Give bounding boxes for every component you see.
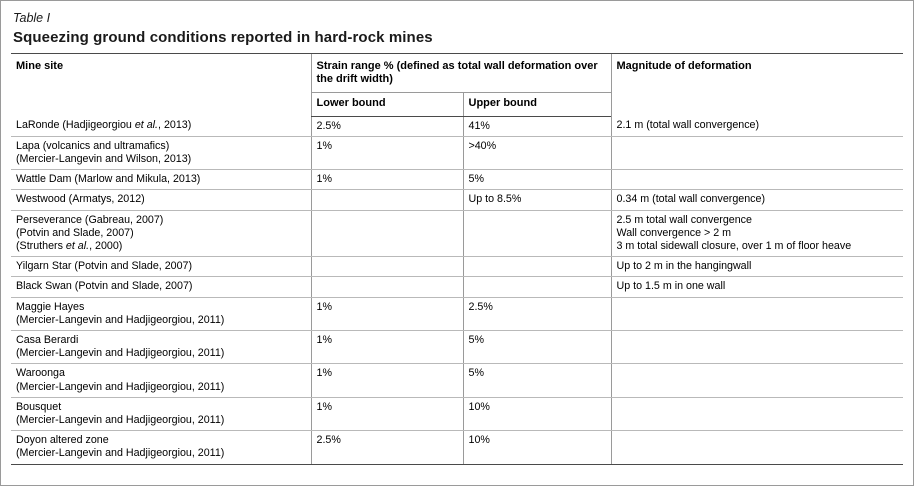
cell-upper-bound: 5% — [463, 364, 611, 397]
mine-site-line-2: (Mercier-Langevin and Hadjigeorgiou, 2011) — [16, 313, 225, 326]
cell-mine-site — [11, 297, 311, 330]
mine-site-line-2: (Mercier-Langevin and Wilson, 2013) — [16, 153, 192, 166]
cell-mine-site — [11, 170, 311, 190]
cell-mine-site — [11, 277, 311, 297]
cell-lower-bound: 1% — [311, 170, 463, 190]
cell-upper-bound — [463, 210, 611, 257]
mine-site-line-2: (Potvin and Slade, 2007) — [16, 226, 134, 239]
table-row — [11, 116, 903, 136]
cell-magnitude — [611, 210, 903, 257]
mine-site-line-1: Maggie Hayes — [16, 300, 85, 313]
cell-magnitude — [611, 277, 903, 297]
magnitude-line-1: 2.1 m (total wall convergence) — [616, 119, 760, 132]
cell-upper-bound — [463, 277, 611, 297]
mine-site-line-1: Black Swan (Potvin and Slade, 2007) — [16, 280, 193, 293]
table-row — [11, 397, 903, 430]
cell-mine-site — [11, 431, 311, 464]
cell-upper-bound: 5% — [463, 170, 611, 190]
cell-magnitude — [611, 431, 903, 464]
column-header-mine-site: Mine site — [11, 54, 311, 117]
cell-mine-site — [11, 116, 311, 136]
table-row — [11, 364, 903, 397]
table-body — [11, 116, 903, 464]
mine-site-line-1: Yilgarn Star (Potvin and Slade, 2007) — [16, 260, 193, 273]
cell-lower-bound: 1% — [311, 136, 463, 169]
cell-magnitude — [611, 136, 903, 169]
cell-magnitude — [611, 364, 903, 397]
cell-mine-site — [11, 397, 311, 430]
cell-lower-bound: 1% — [311, 364, 463, 397]
table-row — [11, 331, 903, 364]
mine-site-line-2: (Mercier-Langevin and Hadjigeorgiou, 2011) — [16, 380, 225, 393]
cell-upper-bound: 2.5% — [463, 297, 611, 330]
column-header-lower-bound: Lower bound — [311, 93, 463, 116]
cell-mine-site — [11, 364, 311, 397]
cell-mine-site — [11, 136, 311, 169]
magnitude-line-1: Up to 2 m in the hangingwall — [616, 260, 752, 273]
cell-lower-bound: 2.5% — [311, 116, 463, 136]
table-caption-label: Table I — [13, 11, 51, 25]
table-caption-title: Squeezing ground conditions reported in hard-rock mines — [13, 29, 433, 46]
table-header — [11, 54, 903, 117]
cell-magnitude — [611, 170, 903, 190]
table-row — [11, 277, 903, 297]
magnitude-line-3: 3 m total sidewall closure, over 1 m of floor heave — [616, 240, 852, 253]
table-row — [11, 190, 903, 210]
cell-upper-bound: 10% — [463, 397, 611, 430]
cell-mine-site — [11, 331, 311, 364]
mine-site-line-1: Waroonga — [16, 367, 65, 380]
cell-lower-bound — [311, 277, 463, 297]
cell-lower-bound — [311, 257, 463, 277]
cell-lower-bound — [311, 210, 463, 257]
cell-lower-bound: 1% — [311, 331, 463, 364]
cell-upper-bound — [463, 257, 611, 277]
mine-site-line-1: Casa Berardi — [16, 334, 79, 347]
cell-lower-bound: 1% — [311, 397, 463, 430]
table-header-row-top — [11, 54, 903, 93]
column-header-magnitude: Magnitude of deformation — [611, 54, 903, 117]
mine-site-line-2: (Mercier-Langevin and Hadjigeorgiou, 2011) — [16, 414, 225, 427]
magnitude-line-1: 2.5 m total wall convergence — [616, 213, 752, 226]
cell-magnitude — [611, 297, 903, 330]
mine-site-line-1: Lapa (volcanics and ultramafics) — [16, 139, 170, 152]
cell-upper-bound: Up to 8.5% — [463, 190, 611, 210]
cell-mine-site — [11, 257, 311, 277]
squeezing-ground-conditions-table — [11, 53, 903, 465]
table-row — [11, 257, 903, 277]
mine-site-line-1: Bousquet — [16, 400, 62, 413]
mine-site-line-2: (Mercier-Langevin and Hadjigeorgiou, 2011) — [16, 347, 225, 360]
cell-mine-site — [11, 190, 311, 210]
mine-site-line-3: (Struthers et al., 2000) — [16, 240, 123, 253]
cell-magnitude — [611, 331, 903, 364]
magnitude-line-1: Up to 1.5 m in one wall — [616, 280, 726, 293]
cell-upper-bound: 5% — [463, 331, 611, 364]
cell-upper-bound: 41% — [463, 116, 611, 136]
table-row — [11, 297, 903, 330]
mine-site-line-1: LaRonde (Hadjigeorgiou et al., 2013) — [16, 119, 192, 132]
cell-lower-bound — [311, 190, 463, 210]
cell-lower-bound: 2.5% — [311, 431, 463, 464]
column-header-strain-range: Strain range % (defined as total wall deformation over the drift width) — [311, 54, 611, 93]
mine-site-line-1: Doyon altered zone — [16, 434, 109, 447]
cell-magnitude — [611, 397, 903, 430]
cell-magnitude — [611, 257, 903, 277]
table-row — [11, 136, 903, 169]
table-row — [11, 210, 903, 257]
magnitude-line-1: 0.34 m (total wall convergence) — [616, 193, 766, 206]
cell-magnitude — [611, 190, 903, 210]
cell-lower-bound: 1% — [311, 297, 463, 330]
mine-site-line-1: Wattle Dam (Marlow and Mikula, 2013) — [16, 173, 201, 186]
table-row — [11, 170, 903, 190]
mine-site-line-1: Westwood (Armatys, 2012) — [16, 193, 145, 206]
cell-upper-bound: 10% — [463, 431, 611, 464]
mine-site-line-1: Perseverance (Gabreau, 2007) — [16, 213, 164, 226]
cell-upper-bound: >40% — [463, 136, 611, 169]
column-header-upper-bound: Upper bound — [463, 93, 611, 116]
magnitude-line-2: Wall convergence > 2 m — [616, 226, 732, 239]
cell-mine-site — [11, 210, 311, 257]
mine-site-line-2: (Mercier-Langevin and Hadjigeorgiou, 2011) — [16, 447, 225, 460]
cell-magnitude — [611, 116, 903, 136]
table-row — [11, 431, 903, 464]
